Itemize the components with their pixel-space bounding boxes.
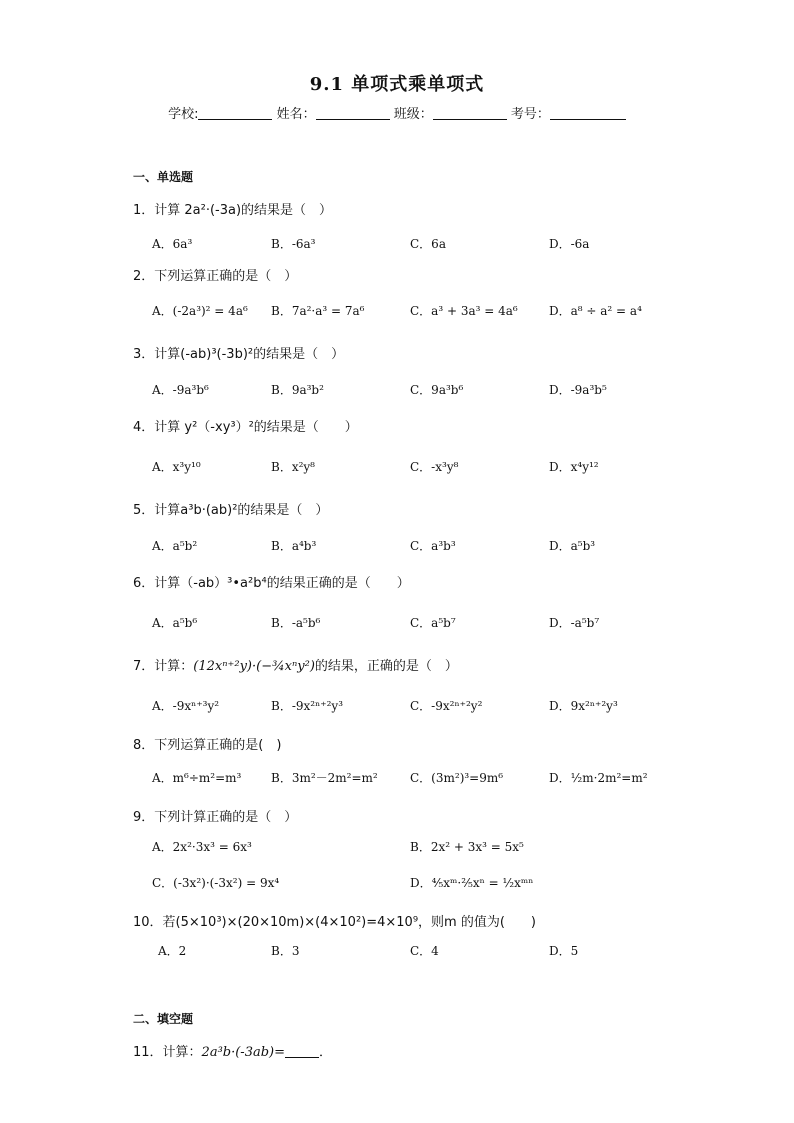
q2-option-a[interactable]: A．(-2a³)² = 4a⁶ bbox=[152, 304, 248, 318]
question-3: 3．计算(-ab)³(-3b)²的结果是（ ） bbox=[133, 347, 345, 362]
q10-option-b[interactable]: B．3 bbox=[271, 944, 300, 958]
q11-expression: 2a³b·(-3ab)= bbox=[201, 1045, 286, 1060]
q5-option-b[interactable]: B．a⁴b³ bbox=[271, 539, 317, 553]
q4-option-a[interactable]: A．x³y¹⁰ bbox=[152, 460, 201, 474]
question-11 bbox=[133, 1041, 332, 1060]
q6-option-a[interactable]: A．a⁵b⁶ bbox=[152, 616, 198, 630]
q5-option-a[interactable]: A．a⁵b² bbox=[152, 539, 198, 553]
q9-option-a[interactable]: A．2x²·3x³ = 6x³ bbox=[152, 840, 252, 854]
q9-option-b[interactable]: B．2x² + 3x³ = 5x⁵ bbox=[410, 840, 524, 854]
q9-option-c[interactable]: C．(-3x²)·(-3x²) = 9x⁴ bbox=[152, 876, 280, 890]
question-2: 2．下列运算正确的是（ ） bbox=[133, 269, 298, 284]
q9-option-d[interactable]: D．⅘xᵐ·⅖xⁿ = ½xᵐⁿ bbox=[410, 876, 534, 890]
section-single-choice: 一、单选题 bbox=[133, 170, 194, 184]
q7-stem-before: 7．计算： bbox=[133, 659, 194, 674]
q4-option-c[interactable]: C．-x³y⁸ bbox=[410, 460, 459, 474]
question-7 bbox=[133, 655, 458, 674]
q7-option-b[interactable]: B．-9x²ⁿ⁺²y³ bbox=[271, 699, 344, 713]
q5-option-c[interactable]: C．a³b³ bbox=[410, 539, 456, 553]
q7-option-c[interactable]: C．-9x²ⁿ⁺²y² bbox=[410, 699, 483, 713]
q2-option-c[interactable]: C．a³ + 3a³ = 4a⁶ bbox=[410, 304, 518, 318]
number-blank[interactable] bbox=[550, 107, 626, 120]
school-blank[interactable] bbox=[198, 107, 272, 120]
q6-option-b[interactable]: B．-a⁵b⁶ bbox=[271, 616, 321, 630]
q8-option-a[interactable]: A．m⁶÷m²=m³ bbox=[152, 771, 242, 785]
section-fill-in: 二、填空题 bbox=[133, 1012, 194, 1026]
number-label: 考号： bbox=[510, 107, 550, 122]
name-label: 姓名： bbox=[276, 107, 316, 122]
q1-option-c[interactable]: C．6a bbox=[410, 237, 446, 251]
q10-option-c[interactable]: C．4 bbox=[410, 944, 439, 958]
q7-expression: (12xⁿ⁺²y)·(−¾xⁿy²) bbox=[193, 659, 315, 674]
question-8: 8．下列运算正确的是( ) bbox=[133, 738, 282, 753]
q7-stem-after: 的结果，正确的是（ ） bbox=[314, 659, 458, 674]
q3-option-c[interactable]: C．9a³b⁶ bbox=[410, 383, 464, 397]
q1-option-a[interactable]: A．6a³ bbox=[152, 237, 193, 251]
name-blank[interactable] bbox=[316, 107, 390, 120]
q2-option-b[interactable]: B．7a²·a³ = 7a⁶ bbox=[271, 304, 365, 318]
class-label: 班级： bbox=[393, 107, 433, 122]
q7-option-a[interactable]: A．-9xⁿ⁺³y² bbox=[152, 699, 220, 713]
school-label: 学校: bbox=[168, 107, 199, 122]
question-4: 4．计算 y²（-xy³）²的结果是（ ） bbox=[133, 420, 358, 435]
q6-option-d[interactable]: D．-a⁵b⁷ bbox=[549, 616, 600, 630]
question-5: 5．计算a³b·(ab)²的结果是（ ） bbox=[133, 503, 329, 518]
q8-option-c[interactable]: C．(3m²)³=9m⁶ bbox=[410, 771, 504, 785]
q4-option-d[interactable]: D．x⁴y¹² bbox=[549, 460, 599, 474]
q3-option-d[interactable]: D．-9a³b⁵ bbox=[549, 383, 607, 397]
q3-option-a[interactable]: A．-9a³b⁶ bbox=[152, 383, 209, 397]
question-1: 1．计算 2a²·(-3a)的结果是（ ） bbox=[133, 203, 333, 218]
class-blank[interactable] bbox=[433, 107, 507, 120]
question-6: 6．计算（-ab）³•a²b⁴的结果正确的是（ ） bbox=[133, 576, 410, 591]
question-9: 9．下列计算正确的是（ ） bbox=[133, 810, 298, 825]
q6-option-c[interactable]: C．a⁵b⁷ bbox=[410, 616, 456, 630]
q7-option-d[interactable]: D．9x²ⁿ⁺²y³ bbox=[549, 699, 618, 713]
page-title: 9.1 单项式乘单项式 bbox=[309, 74, 485, 95]
q11-stem-after: ． bbox=[319, 1045, 333, 1060]
q1-option-d[interactable]: D．-6a bbox=[549, 237, 590, 251]
q5-option-d[interactable]: D．a⁵b³ bbox=[549, 539, 596, 553]
q11-stem-before: 11．计算： bbox=[133, 1045, 202, 1060]
q2-option-d[interactable]: D．a⁸ ÷ a² = a⁴ bbox=[549, 304, 642, 318]
q4-option-b[interactable]: B．x²y⁸ bbox=[271, 460, 315, 474]
question-10: 10．若(5×10³)×(20×10m)×(4×10²)=4×10⁹，则m 的值为( ) bbox=[133, 915, 536, 930]
q8-option-b[interactable]: B．3m²－2m²=m² bbox=[271, 771, 378, 785]
student-info-line bbox=[0, 103, 794, 122]
q11-answer-blank[interactable] bbox=[285, 1045, 319, 1058]
q3-option-b[interactable]: B．9a³b² bbox=[271, 383, 324, 397]
q10-option-a[interactable]: A．2 bbox=[158, 944, 187, 958]
q1-option-b[interactable]: B．-6a³ bbox=[271, 237, 316, 251]
q10-option-d[interactable]: D．5 bbox=[549, 944, 579, 958]
q8-option-d[interactable]: D．½m·2m²=m² bbox=[549, 771, 648, 785]
